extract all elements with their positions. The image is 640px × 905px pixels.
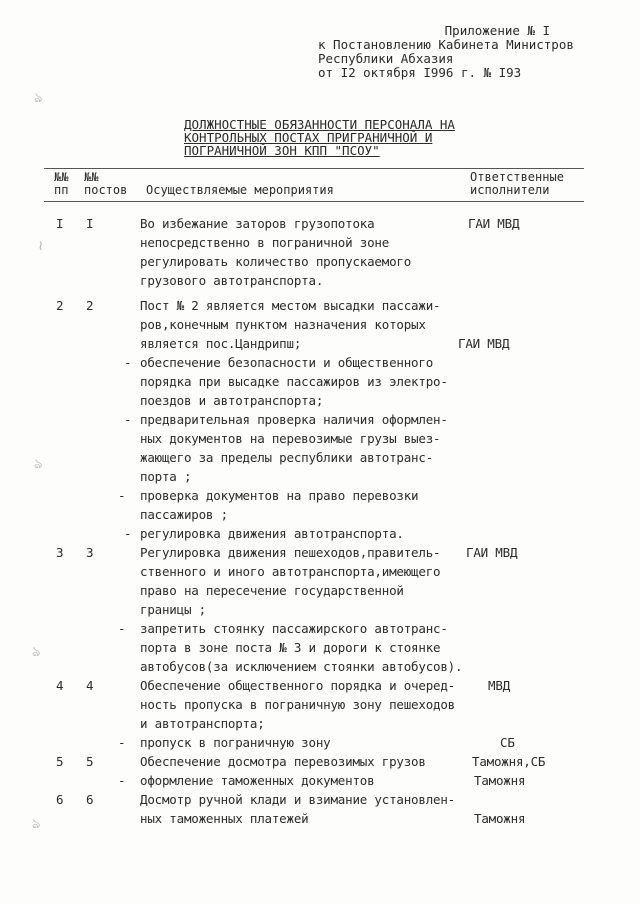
header-col-activity: Осуществляемые мероприятия: [146, 183, 334, 197]
header-text: №№: [84, 170, 99, 184]
row4-resp1: МВД: [488, 678, 510, 693]
appendix-number: Приложение № I: [444, 23, 550, 38]
activity-line: Пост № 2 является местом высадки пассажи-: [140, 298, 441, 313]
activity-line: и автотранспорта;: [140, 716, 265, 731]
row3-num: 3: [56, 545, 64, 560]
row5-dash: -: [118, 773, 126, 788]
activity-line: жающего за пределы республики автотранс-: [140, 450, 434, 465]
activity-line: ных документов на перевозимые грузы выез-: [140, 431, 441, 446]
activity-line: Во избежание заторов грузопотока: [140, 216, 375, 231]
row2-post: 2: [86, 298, 94, 313]
row5-resp2: Таможня: [474, 773, 526, 788]
activity-line: ственного и иного автотранспорта,имеющего: [140, 564, 441, 579]
table-header-rule: [44, 201, 584, 202]
row2-activity: [140, 296, 448, 543]
row5-post: 5: [86, 754, 94, 769]
row3-post: 3: [86, 545, 94, 560]
scan-mark: ঌ: [32, 816, 41, 832]
row6-resp: Таможня: [474, 811, 526, 826]
appendix-block: [318, 24, 588, 80]
scan-mark: ≀: [38, 238, 44, 254]
row1-resp: ГАИ МВД: [468, 216, 520, 231]
row1-activity: [140, 214, 411, 290]
row5-activity: [140, 752, 426, 790]
row3-resp: ГАИ МВД: [466, 545, 518, 560]
row1-num: I: [56, 216, 64, 231]
activity-line: порта ;: [140, 469, 192, 484]
appendix-ref: к Постановлению Кабинета Министров: [318, 37, 574, 52]
header-text: №№: [54, 170, 69, 184]
row4-resp2: СБ: [500, 735, 515, 750]
row5-resp1: Таможня,СБ: [472, 754, 546, 769]
activity-line: ность пропуска в пограничную зону пешеходов: [140, 697, 456, 712]
header-col-num: [54, 171, 68, 197]
activity-line: пропуск в пограничную зону: [140, 735, 331, 750]
scan-mark: ঌ: [32, 644, 41, 660]
activity-line: проверка документов на право перевозки: [140, 488, 419, 503]
activity-line: порядка при высадке пассажиров из электро-: [140, 374, 448, 389]
row4-dash: -: [118, 735, 126, 750]
row4-num: 4: [56, 678, 64, 693]
scan-mark: ঌ: [34, 90, 43, 106]
row2-dash: -: [124, 526, 132, 541]
row6-num: 6: [56, 792, 64, 807]
row1-post: I: [86, 216, 94, 231]
row3-activity: [140, 543, 462, 676]
row2-dash: -: [118, 488, 126, 503]
activity-line: предварительная проверка наличия оформлен-: [140, 412, 448, 427]
header-text: постов: [84, 183, 128, 197]
scan-mark: ঌ: [34, 456, 43, 472]
row4-post: 4: [86, 678, 94, 693]
activity-line: грузового автотранспорта.: [140, 273, 324, 288]
activity-line: Регулировка движения пешеходов,правитель-: [140, 545, 441, 560]
activity-line: границы ;: [140, 602, 206, 617]
header-col-resp: [470, 171, 564, 197]
header-col-post: [84, 171, 127, 197]
row5-num: 5: [56, 754, 64, 769]
row2-dash: -: [124, 355, 132, 370]
row6-activity: [140, 790, 455, 828]
document-title: [184, 118, 455, 157]
activity-line: автобусов(за исключением стоянки автобусов).: [140, 659, 463, 674]
activity-line: непосредственно в пограничной зоне: [140, 235, 390, 250]
activity-line: поездов и автотранспорта;: [140, 393, 324, 408]
activity-line: запретить стоянку пассажирского автотранс-: [140, 621, 448, 636]
row6-post: 6: [86, 792, 94, 807]
activity-line: пассажиров ;: [140, 507, 228, 522]
activity-line: является пос.Цандрипш;: [140, 336, 302, 351]
appendix-republic: Республики Абхазия: [318, 51, 454, 66]
activity-line: обеспечение безопасности и общественного: [140, 355, 434, 370]
row2-resp: ГАИ МВД: [458, 336, 510, 351]
activity-line: оформление таможенных документов: [140, 773, 375, 788]
activity-line: Обеспечение общественного порядка и очеред-: [140, 678, 456, 693]
activity-line: право на пересечение государственной: [140, 583, 404, 598]
activity-line: регулировать количество пропускаемого: [140, 254, 412, 269]
activity-line: Досмотр ручной клади и взимание установлен-: [140, 792, 456, 807]
header-text: Ответственные: [470, 170, 564, 184]
title-line: ДОЛЖНОСТНЫЕ ОБЯЗАННОСТИ ПЕРСОНАЛА НА: [184, 117, 455, 132]
activity-line: ров,конечным пунктом назначения которых: [140, 317, 426, 332]
table-top-rule: [44, 168, 584, 169]
row2-dash: -: [124, 412, 132, 427]
title-line: ПОГРАНИЧНОЙ ЗОН КПП "ПСОУ": [184, 143, 380, 158]
row2-num: 2: [56, 298, 64, 313]
activity-line: порта в зоне поста № 3 и дороги к стоянке: [140, 640, 441, 655]
activity-line: ных таможенных платежей: [140, 811, 309, 826]
title-line: КОНТРОЛЬНЫХ ПОСТАХ ПРИГРАНИЧНОЙ И: [184, 130, 433, 145]
row4-activity: [140, 676, 455, 752]
header-text: исполнители: [470, 183, 550, 197]
activity-line: регулировка движения автотранспорта.: [140, 526, 404, 541]
activity-line: Обеспечение досмотра перевозимых грузов: [140, 754, 426, 769]
row3-dash: -: [118, 621, 126, 636]
header-text: пп: [54, 183, 69, 197]
appendix-date: от I2 октября I996 г. № I93: [318, 65, 522, 80]
